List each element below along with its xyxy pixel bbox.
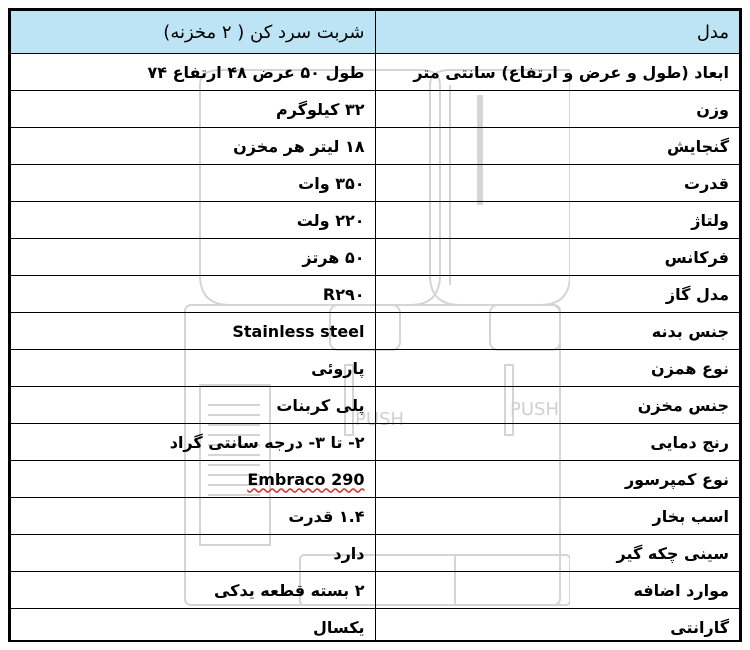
row-value: ۳۵۰ وات (11, 165, 376, 202)
table-row (11, 609, 740, 643)
row-label: موارد اضافه (375, 572, 740, 609)
row-value: ۵۰ هرتز (11, 239, 376, 276)
push-label-2: PUSH (510, 399, 559, 420)
table-row (11, 165, 740, 202)
table-row (11, 387, 740, 424)
row-value: طول ۵۰ عرض ۴۸ ارتفاع ۷۴ (11, 54, 376, 91)
row-label: جنس مخزن (375, 387, 740, 424)
table-row (11, 91, 740, 128)
row-label: نوع کمپرسور (375, 461, 740, 498)
header-value: شربت سرد کن ( ۲ مخزنه) (11, 11, 376, 54)
row-label: قدرت (375, 165, 740, 202)
spec-table (10, 10, 740, 642)
table-row (11, 276, 740, 313)
table-row (11, 498, 740, 535)
push-label: PUSH (355, 409, 404, 430)
row-value: ۲ بسته قطعه یدکی (11, 572, 376, 609)
row-label: وزن (375, 91, 740, 128)
header-label: مدل (375, 11, 740, 54)
table-row (11, 350, 740, 387)
table-row (11, 572, 740, 609)
row-label: مدل گاز (375, 276, 740, 313)
row-value: Stainless steel (11, 313, 376, 350)
table-row (11, 461, 740, 498)
row-label: رنج دمایی (375, 424, 740, 461)
table-row (11, 424, 740, 461)
row-label: ولتاژ (375, 202, 740, 239)
row-value: ۲- تا ۳- درجه سانتی گراد (11, 424, 376, 461)
row-label: جنس بدنه (375, 313, 740, 350)
row-value: یکسال (11, 609, 376, 643)
row-value: R۲۹۰ (11, 276, 376, 313)
row-label: فرکانس (375, 239, 740, 276)
row-value (11, 461, 376, 498)
row-label: سینی چکه گیر (375, 535, 740, 572)
spec-table-frame (8, 8, 742, 642)
row-label: ابعاد (طول و عرض و ارتفاع) سانتی متر (375, 54, 740, 91)
row-label: نوع همزن (375, 350, 740, 387)
row-value: دارد (11, 535, 376, 572)
row-value: ۲۲۰ ولت (11, 202, 376, 239)
table-row (11, 128, 740, 165)
row-value: ۳۲ کیلوگرم (11, 91, 376, 128)
row-value: پلی کربنات (11, 387, 376, 424)
row-label: اسب بخار (375, 498, 740, 535)
table-row (11, 54, 740, 91)
row-value: پاروئی (11, 350, 376, 387)
table-row (11, 239, 740, 276)
row-label: گنجایش (375, 128, 740, 165)
table-row (11, 202, 740, 239)
table-header-row (11, 11, 740, 54)
row-value: ۱.۴ قدرت (11, 498, 376, 535)
compressor-value: Embraco 290 (247, 469, 365, 489)
table-row (11, 313, 740, 350)
row-label: گارانتی (375, 609, 740, 643)
table-row (11, 535, 740, 572)
row-value: ۱۸ لیتر هر مخزن (11, 128, 376, 165)
